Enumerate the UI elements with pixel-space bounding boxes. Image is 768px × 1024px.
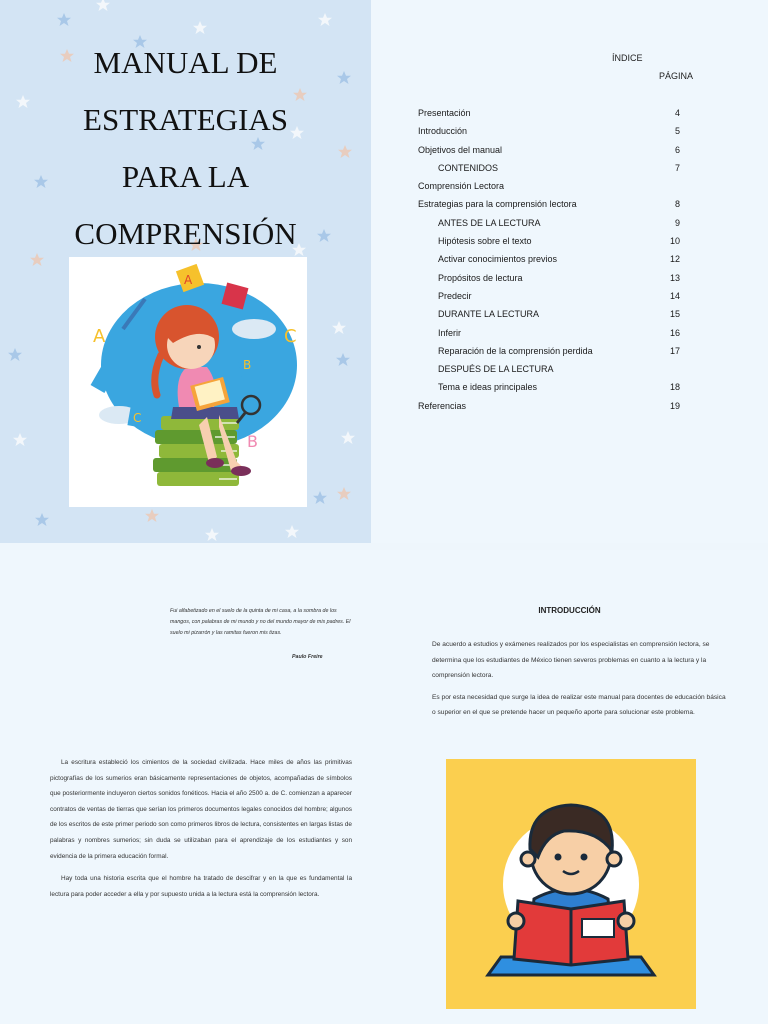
toc-entry-label: Propósitos de lectura <box>438 272 523 283</box>
svg-text:C: C <box>284 326 297 347</box>
toc-entry <box>418 326 680 344</box>
epigraph-quote: Fui alfabetizado en el suelo de la quinta de mi casa, a la sombra de los mangos, con palabras de mi mundo y no del mundo mayor de mis padres. El suelo mi pizarrón y las ramitas fueron mis tizas. <box>170 608 351 636</box>
cover-title-line: COMPRENSIÓN <box>74 216 297 251</box>
toc-entry <box>418 380 680 398</box>
paragraph: De acuerdo a estudios y exámenes realizados por los especialistas en comprensión lectora, se determina que los estudiantes de México tienen severos problemas en cuanto a la lectura y la comprensión lectora. <box>432 641 710 680</box>
toc-entry-page: 17 <box>669 345 680 356</box>
toc-entry-page: 9 <box>674 217 680 228</box>
introduction-text <box>432 637 727 727</box>
toc-entry-page: 4 <box>674 108 680 118</box>
index-page-column: PÁGINA <box>659 71 694 81</box>
toc-entry <box>418 399 680 417</box>
toc-entry-page: 14 <box>669 290 680 301</box>
toc-entry-label: Tema e ideas principales <box>438 382 538 393</box>
toc-entry-label: Estrategias para la comprensión lectora <box>418 199 577 210</box>
toc-entry-label: DURANTE LA LECTURA <box>438 309 540 320</box>
toc-entry-label: Inferir <box>438 327 462 338</box>
cover-title-line: MANUAL DE <box>93 45 278 80</box>
paragraph: La escritura estableció los cimientos de la sociedad civilizada. Hace miles de años las primitivas pictografías de los sumerios eran básicamente representaciones de objetos, acompañadas de símbolos que posteriormente incluyeron ciertos sonidos fonéticos. Hacia el año 2500 a. de C. comienzan a aparecer contratos de ventas de tierras que serían los primeros documentos legales conocidos del hombre; algunos de los escritos de este primer periodo son como primeros libros de lectura, consistentes en largas listas de palabras y nombres sumerios; sin duda se utilizaban para el aprendizaje de los estudiantes y son evidencia de la primera educación formal. <box>50 759 352 860</box>
boy-reading-book-icon <box>446 759 696 1009</box>
svg-text:A: A <box>184 273 193 287</box>
toc-entry-label: Predecir <box>438 290 472 301</box>
toc-entry-page: 13 <box>669 272 680 283</box>
toc-entry <box>418 161 680 179</box>
toc-entry-label: Presentación <box>418 108 471 118</box>
history-text <box>50 755 352 909</box>
toc-entry-page: 6 <box>674 144 680 155</box>
toc-entry-page: 15 <box>669 309 680 320</box>
svg-text:C: C <box>133 411 142 425</box>
cover-page <box>0 0 371 543</box>
toc-entry-page: 7 <box>674 162 680 173</box>
toc-entry-label: Objetivos del manual <box>418 144 503 155</box>
toc-entry-label: CONTENIDOS <box>438 162 499 173</box>
toc-entry <box>418 271 680 289</box>
cover-title-line: PARA LA <box>121 159 250 194</box>
toc-entry <box>418 362 680 380</box>
toc-entry <box>418 197 680 215</box>
toc-entry-page: 18 <box>669 382 680 393</box>
toc-entry-label: Introducción <box>418 126 468 137</box>
toc-entry-label: ANTES DE LA LECTURA <box>438 217 541 228</box>
paragraph: Es por esta necesidad que surge la idea de realizar este manual para docentes de educación básica o superior en el que se pretende hacer un pequeño aporte para solucionar este problema. <box>432 693 726 717</box>
svg-text:B: B <box>243 358 252 372</box>
toc-entry <box>418 143 680 161</box>
toc-entry-page: 12 <box>669 254 680 265</box>
toc-entry-page: 8 <box>674 199 680 210</box>
girl-reading-illustration <box>69 257 307 507</box>
toc-entry-page: 10 <box>669 236 680 247</box>
toc-entry <box>418 307 680 325</box>
toc-entry-label: Comprensión Lectora <box>418 181 505 192</box>
cover-title <box>0 34 371 262</box>
toc-entry-label: Referencias <box>418 400 467 411</box>
svg-text:B: B <box>247 432 258 451</box>
introduction-title: INTRODUCCIÓN <box>538 606 601 615</box>
toc-entry <box>418 216 680 234</box>
toc-entry-page: 19 <box>669 400 680 411</box>
epigraph-page <box>0 550 371 1024</box>
cover-title-line: ESTRATEGIAS <box>83 102 288 137</box>
girl-reading-on-books-icon <box>69 257 307 507</box>
toc-entry-label: Activar conocimientos previos <box>438 254 558 265</box>
toc-entry <box>418 252 680 270</box>
index-page <box>371 0 768 543</box>
toc-entry <box>418 179 680 197</box>
toc-entry <box>418 344 680 362</box>
toc-entry <box>418 106 680 124</box>
toc-entry-page: 5 <box>674 126 680 137</box>
svg-text:A: A <box>93 326 106 347</box>
epigraph-author: Paulo Freire <box>292 654 323 660</box>
toc-entry <box>418 289 680 307</box>
toc-entry-label: Hipótesis sobre el texto <box>438 236 532 247</box>
toc-entry-page: 16 <box>669 327 680 338</box>
boy-reading-illustration <box>446 759 696 1009</box>
toc-entry <box>418 234 680 252</box>
table-of-contents <box>418 106 680 417</box>
toc-entry-label: Reparación de la comprensión perdida <box>438 345 593 356</box>
paragraph: Hay toda una historia escrita que el hombre ha tratado de descifrar y en la que es fundamental la lectura para poder acceder a ella y por supuesto unida a la lectura está la comprensión lectora. <box>50 875 352 898</box>
toc-entry-label: DESPUÉS DE LA LECTURA <box>438 364 554 375</box>
introduction-page <box>371 550 768 1024</box>
toc-entry <box>418 124 680 142</box>
index-heading: ÍNDICE <box>612 53 643 63</box>
